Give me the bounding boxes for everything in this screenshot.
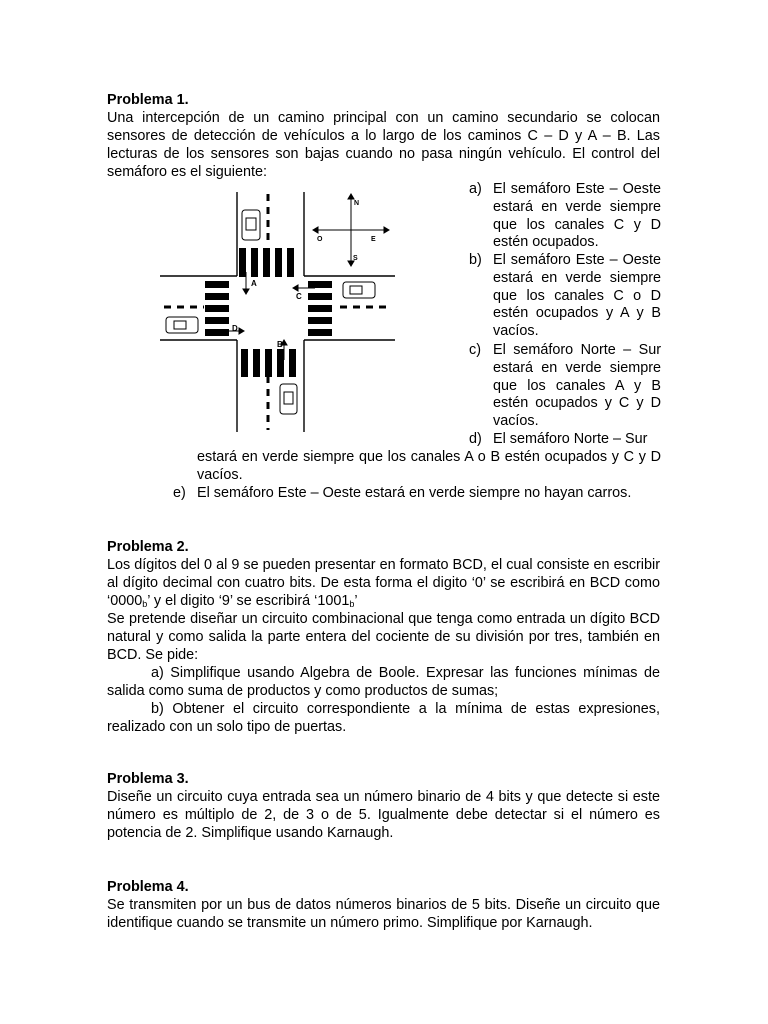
intersection-diagram bbox=[160, 192, 395, 432]
center-lines bbox=[164, 194, 392, 430]
car-south bbox=[280, 384, 297, 414]
crosswalk-west bbox=[205, 281, 229, 336]
sensor-a-label: A bbox=[251, 279, 257, 288]
problem-2-paragraph-2: Se pretende diseñar un circuito combinacional que tenga como entrada un dígito BCD natural y como salida la parte entera del cociente de su división por tres, también en BCD. Se pide: bbox=[107, 611, 660, 663]
car-west bbox=[166, 317, 198, 333]
item-b-label: b) bbox=[469, 252, 482, 268]
crosswalk-north bbox=[239, 248, 294, 277]
item-d-text-rest: estará en verde siempre que los canales A o B estén ocupados y C y D vacíos. bbox=[197, 449, 661, 483]
item-b-text: El semáforo Este – Oeste estará en verde siempre que los canales C o D estén ocupados y A y B vacíos. bbox=[493, 252, 661, 340]
item-c-text: El semáforo Norte – Sur estará en verde siempre que los canales A y B estén ocupados y C y D vacíos. bbox=[493, 342, 661, 430]
problem-2-title: Problema 2. bbox=[107, 539, 189, 555]
problem-1-intro: Una intercepción de un camino principal con un camino secundario se colocan sensores de detección de vehículos a lo largo de los caminos C – D y A – B. Las lecturas de los sensores son bajas cuando no pasa ningún vehículo. El control del semáforo es el siguiente: bbox=[107, 110, 660, 180]
compass-south-label: S bbox=[353, 255, 358, 262]
problem-4-block bbox=[107, 878, 660, 932]
p1-part-c: ’ bbox=[354, 593, 358, 609]
p1-part-a: Los dígitos del 0 al 9 se pueden presentar en formato BCD, el cual consiste en escribir al dígito decimal con cuatro bits. De esta forma el digito ‘0’ se escribirá en BCD como ‘0000 bbox=[107, 557, 660, 609]
problem-2-block bbox=[107, 538, 660, 736]
item-e-text: El semáforo Este – Oeste estará en verde siempre no hayan carros. bbox=[197, 485, 632, 501]
problem-2-item-a: a) Simplifique usando Algebra de Boole. Expresar las funciones mínimas de salida como suma de productos y como productos de sumas; bbox=[107, 665, 660, 699]
crosswalk-east bbox=[308, 281, 332, 336]
problem-3-text: Diseñe un circuito cuya entrada sea un número binario de 4 bits y que detecte si este número es múltiplo de 2, de 3 o de 5. Igualmente debe detectar si el número es potencia de 2. Simplifique usando Karnaugh. bbox=[107, 789, 660, 841]
road-edges bbox=[160, 192, 395, 432]
compass-icon bbox=[313, 194, 389, 266]
item-e-label: e) bbox=[173, 485, 186, 501]
item-d-text-first: El semáforo Norte – Sur bbox=[493, 431, 648, 447]
problem-3-block bbox=[107, 770, 660, 842]
problem-1-intro-block bbox=[107, 91, 660, 181]
item-a-text: El semáforo Este – Oeste estará en verde siempre que los canales C y D estén ocupados. bbox=[493, 181, 661, 251]
sensor-d-label: D bbox=[232, 324, 238, 333]
sensor-b-label: B bbox=[277, 340, 283, 349]
compass-north-label: N bbox=[354, 200, 360, 207]
sensor-c-label: C bbox=[296, 292, 302, 301]
car-east bbox=[343, 282, 375, 298]
compass-east-label: E bbox=[371, 236, 376, 243]
problem-4-title: Problema 4. bbox=[107, 879, 189, 895]
item-d-label: d) bbox=[469, 431, 482, 447]
problem-2-paragraph-1 bbox=[107, 556, 660, 610]
subscript-b2: b bbox=[349, 599, 355, 609]
problem-3-title: Problema 3. bbox=[107, 771, 189, 787]
item-a-label: a) bbox=[469, 181, 482, 197]
car-north bbox=[242, 210, 260, 240]
crosswalk-south bbox=[241, 349, 296, 377]
p1-part-b: ’ y el digito ‘9’ se escribirá ‘1001 bbox=[147, 593, 350, 609]
problem-1-title: Problema 1. bbox=[107, 92, 189, 108]
problem-2-item-b: b) Obtener el circuito correspondiente a la mínima de estas expresiones, realizado con un solo tipo de puertas. bbox=[107, 701, 660, 735]
compass-west-label: O bbox=[317, 236, 323, 243]
sensor-arrows bbox=[220, 272, 315, 360]
item-c-label: c) bbox=[469, 342, 481, 358]
problem-4-text: Se transmiten por un bus de datos números binarios de 5 bits. Diseñe un circuito que identifique cuando se transmite un número primo. Simplifique por Karnaugh. bbox=[107, 897, 660, 931]
subscript-b1: b bbox=[142, 599, 148, 609]
